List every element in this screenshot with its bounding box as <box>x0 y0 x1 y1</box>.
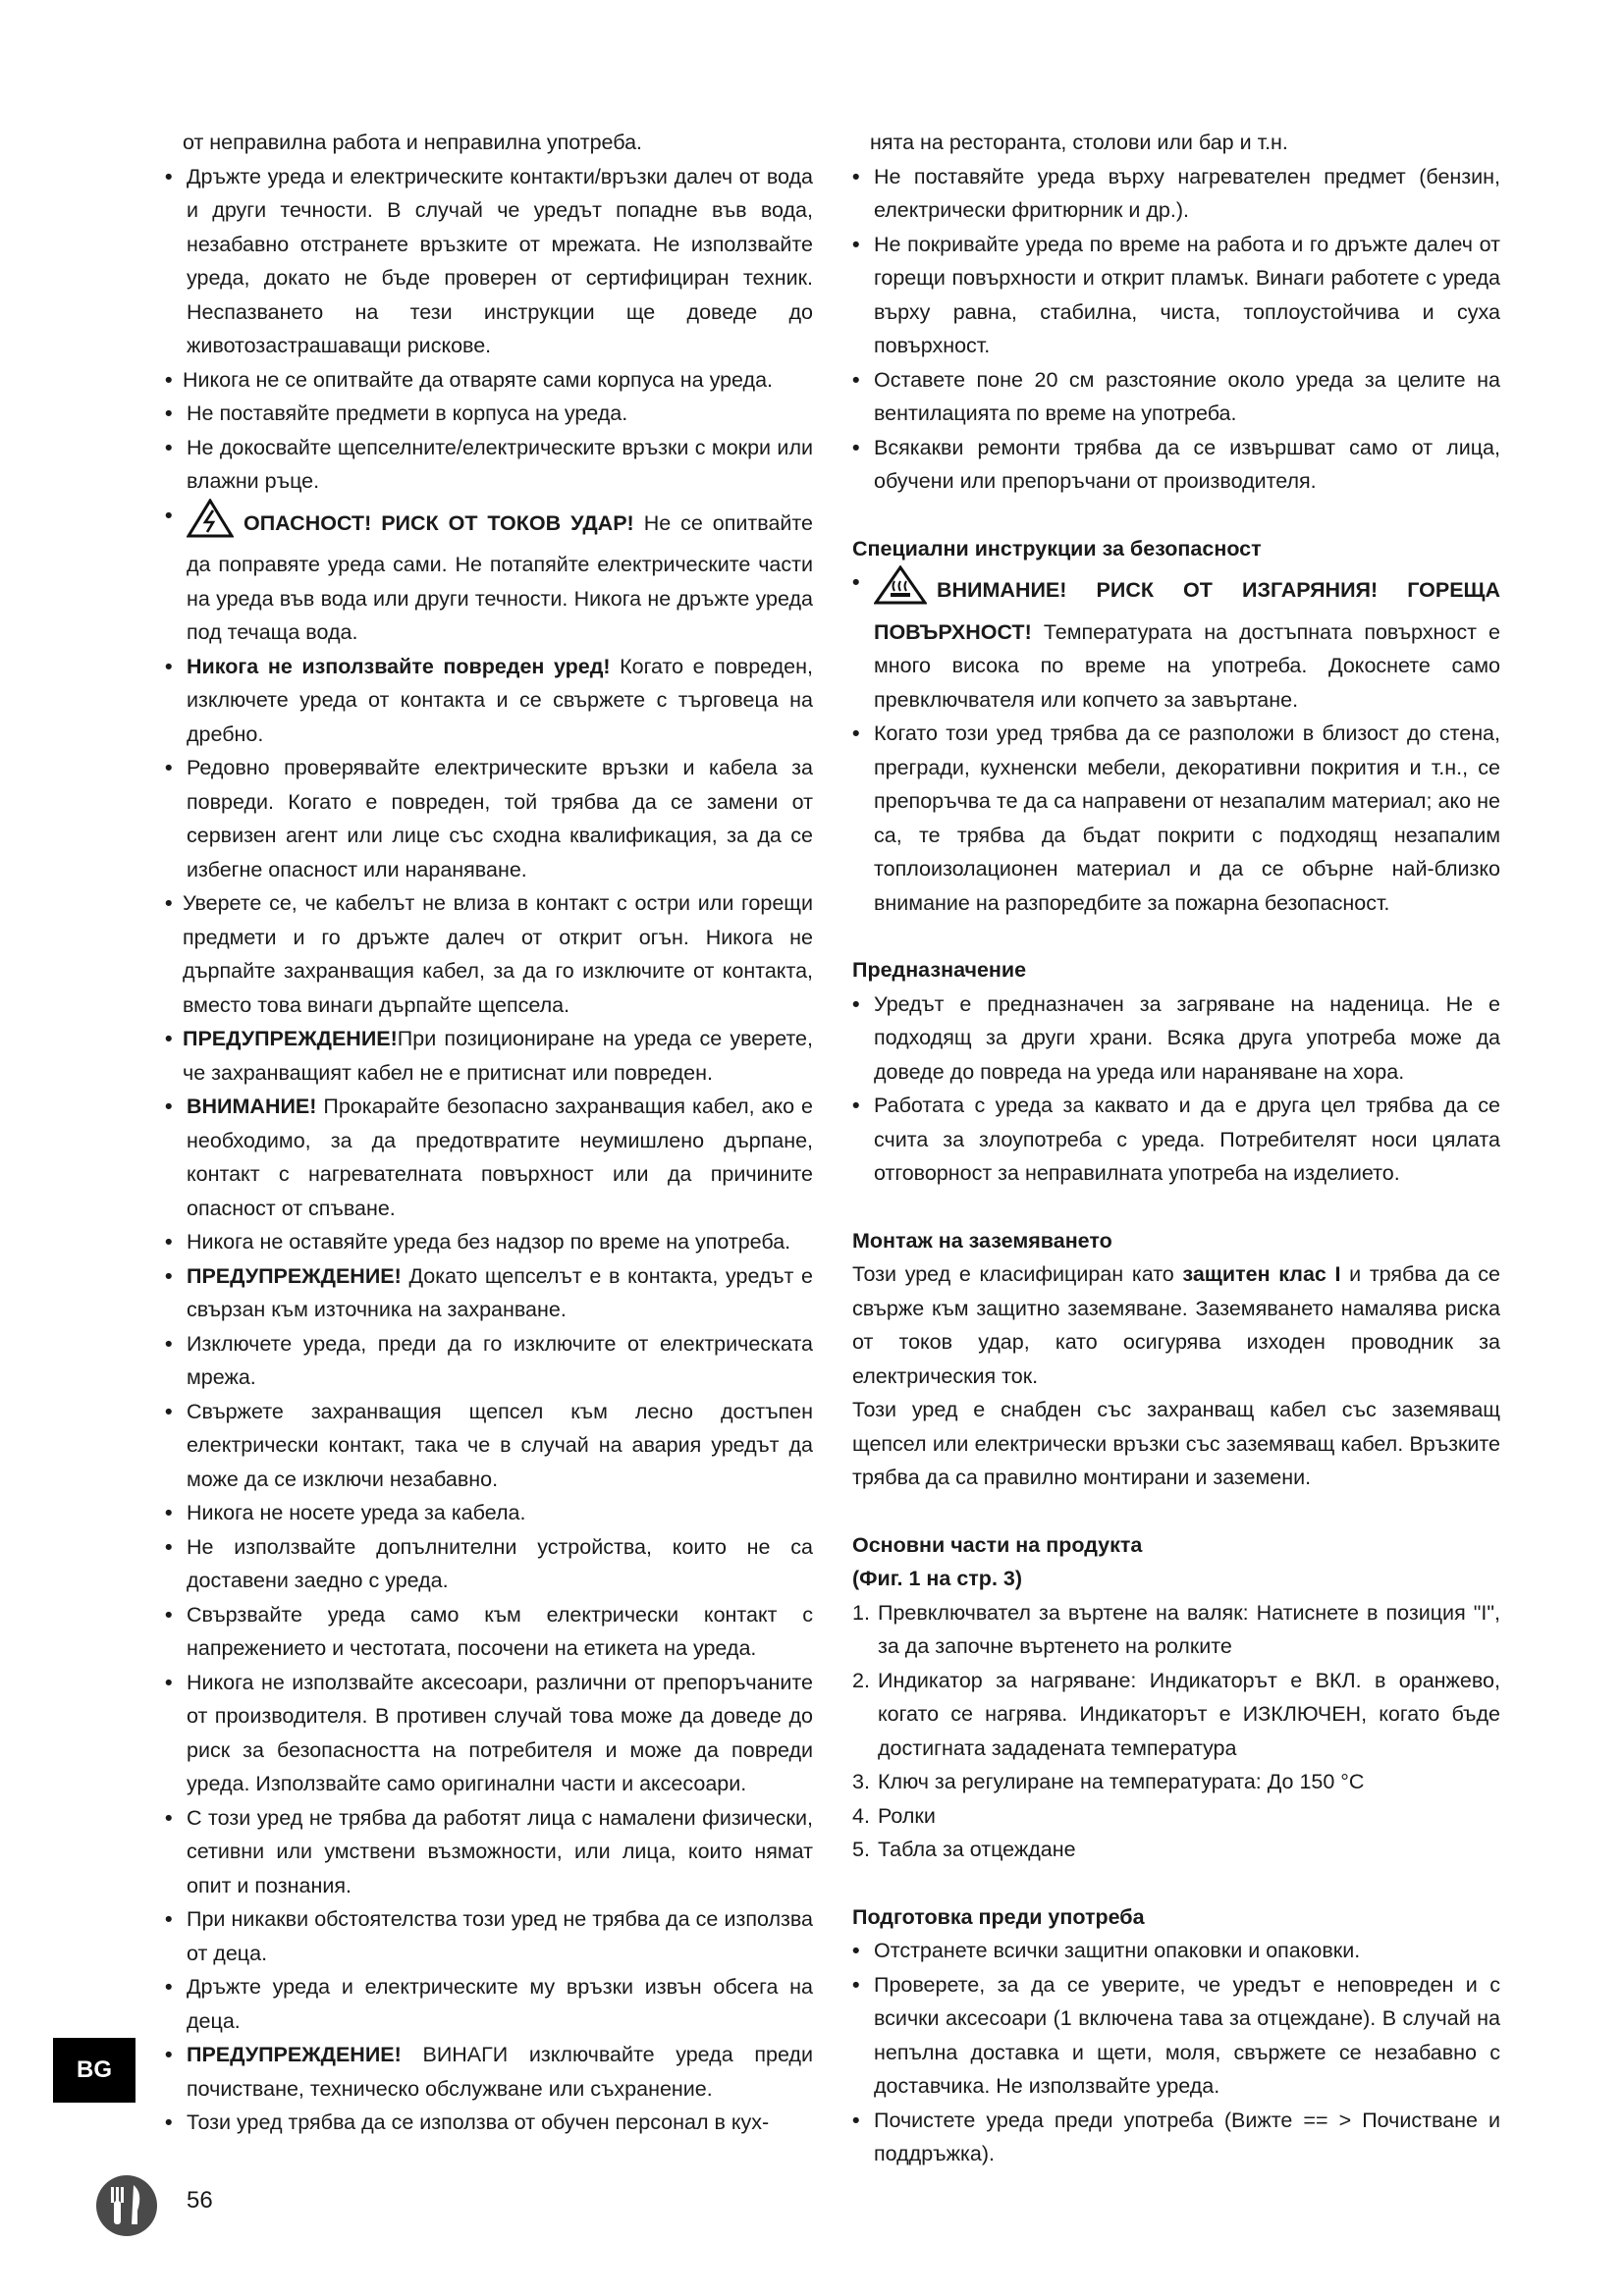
bullet-item: • Редовно проверявайте електрическите връзки и кабела за повреди. Когато е повреден, той трябва да се замени от сервизен агент или лице със сходна квалификация, за да се избегне опасност или нараняване. <box>165 751 813 886</box>
section-heading-preparation: Подготовка преди употреба <box>852 1904 1145 1929</box>
protection-class-label: защитен клас I <box>1182 1262 1341 1286</box>
section-subheading-figure-ref: (Фиг. 1 на стр. 3) <box>852 1567 1023 1590</box>
caution-label: ВНИМАНИЕ! <box>187 1095 317 1118</box>
bullet-item: • Не докосвайте щепселните/електрическите връзки с мокри или влажни ръце. <box>165 431 813 499</box>
bullet-text: ВИНАГИ изключвайте уреда преди почистване, техническо обслужване или съхранение. <box>187 2043 813 2101</box>
bullet-item-danger <box>165 499 813 650</box>
parts-list-item <box>852 1799 1500 1834</box>
parts-list-number: 5. <box>852 1838 870 1861</box>
bullet-item: • Този уред трябва да се използва от обучен персонал в кух- <box>165 2106 813 2140</box>
bullet-item: • Изключете уреда, преди да го изключите от електрическата мрежа. <box>165 1327 813 1395</box>
bullet-item <box>165 1022 813 1090</box>
bullet-text: Прокарайте безопасно захранващия кабел, ако е необходимо, за да предотвратите неумишлено дърпане, контакт с нагревателната повърхност или да причините опасност от спъване. <box>187 1095 813 1220</box>
bullet-text: При позициониране на уреда се уверете, че захранващият кабел не е притиснат или повреден. <box>183 1027 813 1085</box>
bullet-item: • Не поставяйте предмети в корпуса на уреда. <box>165 397 813 431</box>
bullet-item: • Дръжте уреда и електрическите контакти/връзки далеч от вода и други течности. В случай че уредът попадне във вода, незабавно отстранете връзките от мрежата. Не използвайте уреда, докато не бъде проверен от сертифициран техник. Неспазването на тези инструкции ще доведе до животозастрашаващи рискове. <box>165 160 813 363</box>
grounding-text: и трябва да се свърже към защитно заземяване. Заземяването намалява риска от токов удар, като осигурява изходен проводник за електрическия ток. <box>852 1262 1500 1388</box>
section-heading-special-safety: Специални инструкции за безопасност <box>852 536 1262 561</box>
bullet-item: • Оставете поне 20 см разстояние около уреда за целите на вентилацията по време на употреба. <box>852 363 1500 431</box>
parts-list-item <box>852 1596 1500 1664</box>
parts-list-item <box>852 1765 1500 1799</box>
bullet-item <box>165 2038 813 2106</box>
bullet-item: • С този уред не трябва да работят лица с намалени физически, сетивни или умствени възможности, или лица, които нямат опит и познания. <box>165 1801 813 1903</box>
bullet-item: • Не поставяйте уреда върху нагревателен предмет (бензин, електрически фритюрник и др.). <box>852 160 1500 228</box>
bullet-item: • Никога не носете уреда за кабела. <box>165 1496 813 1530</box>
section-heading-grounding: Монтаж на заземяването <box>852 1228 1112 1253</box>
grounding-paragraph <box>852 1257 1500 1393</box>
hot-surface-warning-icon <box>874 565 927 615</box>
warning-label: ПРЕДУПРЕЖДЕНИЕ! <box>187 1263 402 1288</box>
parts-list-text: Индикатор за нагряване: Индикаторът е ВКЛ. в оранжево, когато се нагрява. Индикаторът е ИЗКЛЮЧЕН, когато бъде достигната зададената температура <box>878 1668 1500 1760</box>
language-tab: BG <box>53 2038 135 2103</box>
danger-text: Не се опитвайте да поправяте уреда сами. Не потапяйте електрическите части на уреда във вода или други течности. Никога не дръжте уреда под течаща вода. <box>187 510 813 644</box>
bullet-item-hot-surface <box>852 565 1500 717</box>
parts-list-text: Табла за отцеждане <box>878 1838 1076 1861</box>
bullet-item: • Дръжте уреда и електрическите му връзки извън обсега на деца. <box>165 1970 813 2038</box>
cutlery-icon <box>94 2173 159 2243</box>
bullet-item: • Уверете се, че кабелът не влиза в контакт с остри или горещи предмети и го дръжте далеч от открит огън. Никога не дърпайте захранващия кабел, за да го изключите от контакта, вместо това винаги дърпайте щепсела. <box>165 886 813 1022</box>
parts-list-text: Превключвател за въртене на валяк: Натиснете в позиция "I", за да започне въртенето на ролките <box>878 1600 1500 1658</box>
parts-list-text: Ключ за регулиране на температурата: До 150 °C <box>878 1770 1365 1793</box>
paragraph-continuation: нята на ресторанта, столови или бар и т.н. <box>870 131 1288 154</box>
parts-list-item <box>852 1833 1500 1867</box>
bullet-item: • Работата с уреда за каквато и да е друга цел трябва да се счита за злоупотреба с уреда. Потребителят носи цялата отговорност за неправилната употреба на изделието. <box>852 1089 1500 1191</box>
parts-list-number: 4. <box>852 1803 870 1828</box>
bullet-item: • При никакви обстоятелства този уред не трябва да се използва от деца. <box>165 1902 813 1970</box>
bullet-item: • Отстранете всички защитни опаковки и опаковки. <box>852 1934 1500 1968</box>
bullet-item: • Не покривайте уреда по време на работа и го дръжте далеч от горещи повърхности и открит пламък. Винаги работете с уреда върху равна, стабилна, чиста, топлоустойчива и суха повърхност. <box>852 228 1500 363</box>
bullet-item: • Никога не използвайте аксесоари, различни от препоръчаните от производителя. В противен случай това може да доведе до риск за безопасността на потребителя и може да повреди уреда. Използвайте само оригинални части и аксесоари. <box>165 1666 813 1801</box>
bullet-item: • Свържете захранващия щепсел към лесно достъпен електрически контакт, така че в случай на авария уредът да може да се изключи незабавно. <box>165 1395 813 1497</box>
bullet-item: • Никога не оставяйте уреда без надзор по време на употреба. <box>165 1225 813 1259</box>
bullet-item <box>165 1259 813 1327</box>
bullet-item <box>165 1090 813 1225</box>
parts-list-number: 3. <box>852 1770 870 1793</box>
warning-label: ПРЕДУПРЕЖДЕНИЕ! <box>187 2043 402 2066</box>
hot-surface-label: ВНИМАНИЕ! РИСК ОТ ИЗГАРЯНИЯ! ГОРЕЩА ПОВЪРХНОСТ! <box>874 578 1500 644</box>
grounding-text: Този уред е класифициран като <box>852 1262 1174 1286</box>
bullet-bold-lead: Никога не използвайте повреден уред! <box>187 654 611 678</box>
bullet-item: • Почистете уреда преди употреба (Вижте == > Почистване и поддръжка). <box>852 2104 1500 2171</box>
left-column <box>165 126 813 2140</box>
electric-shock-warning-icon <box>187 499 234 549</box>
bullet-item: • Всякакви ремонти трябва да се извършват само от лица, обучени или препоръчани от производителя. <box>852 431 1500 499</box>
right-column <box>852 126 1500 2171</box>
section-heading-purpose: Предназначение <box>852 958 1027 982</box>
parts-list-text: Ролки <box>878 1803 936 1828</box>
bullet-item: • Когато този уред трябва да се разположи в близост до стена, прегради, кухненски мебели, декоративни покрития и т.н., се препоръчва те да са направени от незапалим материал; ако не са, те трябва да бъдат покрити с подходящ незапалим топлоизолационен материал и да се обърне най-близко внимание на разпоредбите за пожарна безопасност. <box>852 717 1500 920</box>
danger-label: ОПАСНОСТ! РИСК ОТ ТОКОВ УДАР! <box>244 510 634 535</box>
bullet-item: • Уредът е предназначен за загряване на наденица. Не е подходящ за други храни. Всяка друга употреба може да доведе до повреда на уреда или нараняване на хора. <box>852 988 1500 1090</box>
parts-list-number: 1. <box>852 1600 870 1625</box>
grounding-paragraph: Този уред е снабден със захранващ кабел със заземяващ щепсел или електрически връзки със заземяващ кабел. Връзките трябва да са правилно монтирани и заземени. <box>852 1398 1500 1489</box>
bullet-item: • Проверете, за да се уверите, че уредът е неповреден и с всички аксесоари (1 включена тава за отцеждане). В случай на непълна доставка и щети, моля, свържете се незабавно с доставчика. Не използвайте уреда. <box>852 1968 1500 2104</box>
parts-list <box>852 1596 1500 1867</box>
section-heading-parts: Основни части на продукта <box>852 1532 1143 1557</box>
bullet-item: • Не използвайте допълнителни устройства, които не са доставени заедно с уреда. <box>165 1530 813 1598</box>
bullet-item: • Свързвайте уреда само към електрически контакт с напрежението и честотата, посочени на етикета на уреда. <box>165 1598 813 1666</box>
bullet-item <box>165 650 813 752</box>
bullet-text: Докато щепселът е в контакта, уредът е свързан към източника на захранване. <box>187 1263 813 1321</box>
bullet-item: • Никога не се опитвайте да отваряте сами корпуса на уреда. <box>165 363 813 398</box>
bullet-text: Температурата на достъпната повърхност е много висока по време на употреба. Докоснете само превключвателя или копчето за завъртане. <box>874 619 1500 712</box>
bullet-text: Когато е повреден, изключете уреда от контакта и се свържете с търговеца на дребно. <box>187 654 813 746</box>
warning-label: ПРЕДУПРЕЖДЕНИЕ! <box>183 1027 398 1050</box>
parts-list-number: 2. <box>852 1668 870 1692</box>
paragraph-continuation: от неправилна работа и неправилна употреба. <box>183 131 643 154</box>
parts-list-item <box>852 1664 1500 1766</box>
page-number: 56 <box>187 2187 213 2214</box>
